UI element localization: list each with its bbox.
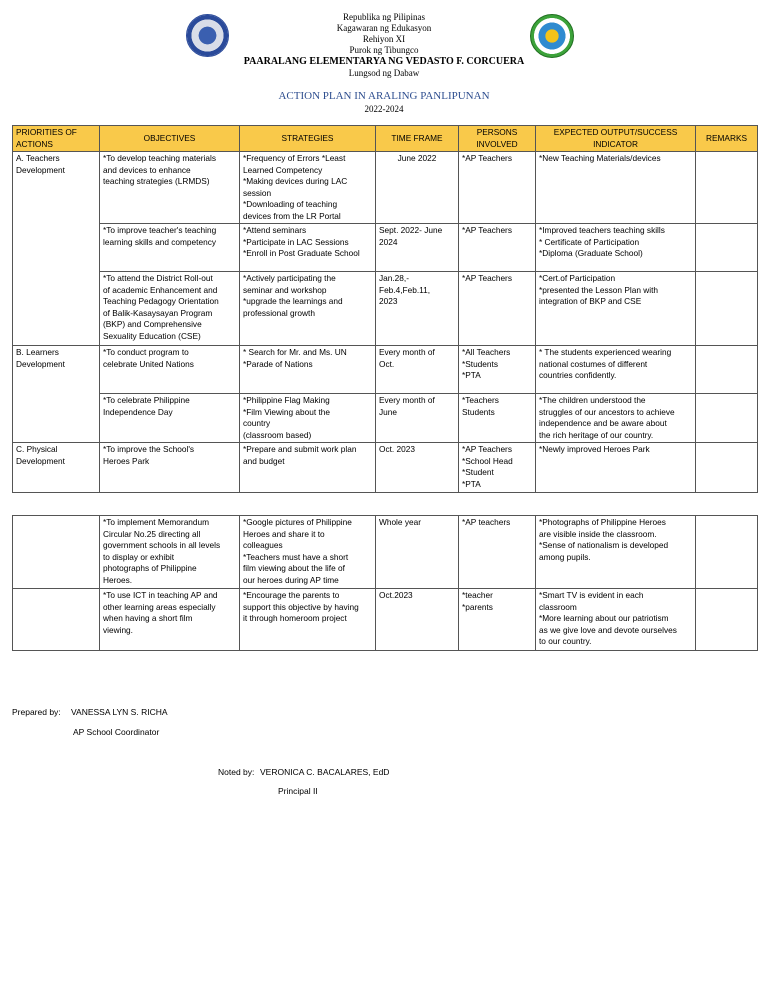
table-row [13,224,758,272]
strategy-cell: *Prepare and submit work plan and budget [240,443,376,493]
col-header-timeframe: TIME FRAME [376,126,459,152]
timeframe-cell: Every month of June [376,394,459,443]
remarks-cell [696,394,758,443]
objective-cell: *To implement Memorandum Circular No.25 directing all government schools in all levels to display or exhibit photographs of Philippine Heroes. [100,516,240,589]
objective-cell: *To conduct program to celebrate United Nations [100,346,240,394]
output-cell: *The children understood the struggles of our ancestors to achieve independence and be aware about the rich heritage of our country. [536,394,696,443]
table-header-row [13,126,758,152]
header-line-department: Kagawaran ng Edukasyon [336,23,432,33]
noted-by-name: VERONICA C. BACALARES, EdD [260,767,390,777]
table-row [13,443,758,493]
persons-cell: *AP Teachers [459,224,536,272]
output-cell: * The students experienced wearing national costumes of different countries confidently. [536,346,696,394]
output-cell: *Cert.of Participation *presented the Lesson Plan with integration of BKP and CSE [536,272,696,346]
document-header [0,8,768,82]
priority-cell [13,589,100,651]
remarks-cell [696,589,758,651]
timeframe-cell: Whole year [376,516,459,589]
header-city: Lungsod ng Dabaw [348,68,420,78]
priority-cell [13,516,100,589]
remarks-cell [696,443,758,493]
header-line-republic: Republika ng Pilipinas [343,12,425,22]
remarks-cell [696,272,758,346]
timeframe-cell: Every month of Oct. [376,346,459,394]
table-row [13,272,758,346]
output-cell: *New Teaching Materials/devices [536,152,696,224]
output-cell: *Improved teachers teaching skills * Certificate of Participation *Diploma (Graduate School) [536,224,696,272]
remarks-cell [696,224,758,272]
prepared-by-label: Prepared by: [12,707,61,717]
table-row [13,394,758,443]
objective-cell: *To attend the District Roll-out of academic Enhancement and Teaching Pedagogy Orientation of Balik-Kasaysayan Program (BKP) and Comprehensive Sexuality Education (CSE) [100,272,240,346]
table-row [13,589,758,651]
objective-cell: *To develop teaching materials and devices to enhance teaching strategies (LRMDS) [100,152,240,224]
section-physical-development: C. Physical Development [13,443,100,493]
col-header-persons: PERSONS INVOLVED [459,126,536,152]
action-plan-table-continued [12,515,758,651]
objective-cell: *To improve the School's Heroes Park [100,443,240,493]
col-header-objectives: OBJECTIVES [100,126,240,152]
timeframe-cell: Sept. 2022- June 2024 [376,224,459,272]
section-teachers-development: A. Teachers Development [13,152,100,346]
col-header-strategies: STRATEGIES [240,126,376,152]
school-name: PAARALANG ELEMENTARYA NG VEDASTO F. CORCUERA [243,56,525,67]
persons-cell: *AP Teachers [459,272,536,346]
strategy-cell: * Search for Mr. and Ms. UN *Parade of Nations [240,346,376,394]
persons-cell: *teacher *parents [459,589,536,651]
timeframe-cell: June 2022 [376,152,459,224]
col-header-remarks: REMARKS [696,126,758,152]
prepared-by-role: AP School Coordinator [73,727,160,737]
timeframe-cell: Oct. 2023 [376,443,459,493]
noted-by-label: Noted by: [218,767,255,777]
header-line-region: Rehiyon XI [362,34,406,44]
col-header-output: EXPECTED OUTPUT/SUCCESS INDICATOR [536,126,696,152]
persons-cell: *AP Teachers *School Head *Student *PTA [459,443,536,493]
strategy-cell: *Attend seminars *Participate in LAC Sessions *Enroll in Post Graduate School [240,224,376,272]
persons-cell: *All Teachers *Students *PTA [459,346,536,394]
col-header-priorities: PRIORITIES OF ACTIONS [13,126,100,152]
output-cell: *Smart TV is evident in each classroom *More learning about our patriotism as we give love and devote ourselves to our country. [536,589,696,651]
prepared-by-name: VANESSA LYN S. RICHA [71,707,168,717]
remarks-cell [696,516,758,589]
objective-cell: *To use ICT in teaching AP and other learning areas especially when having a short film viewing. [100,589,240,651]
table-row [13,152,758,224]
strategy-cell: *Encourage the parents to support this objective by having it through homeroom project [240,589,376,651]
document-years: 2022-2024 [364,104,404,114]
remarks-cell [696,152,758,224]
table-row [13,516,758,589]
persons-cell: *Teachers Students [459,394,536,443]
strategy-cell: *Philippine Flag Making *Film Viewing about the country (classroom based) [240,394,376,443]
table-row [13,346,758,394]
timeframe-cell: Jan.28,- Feb.4,Feb.11, 2023 [376,272,459,346]
remarks-cell [696,346,758,394]
output-cell: *Photographs of Philippine Heroes are visible inside the classroom. *Sense of nationalism is developed among pupils. [536,516,696,589]
objective-cell: *To improve teacher's teaching learning skills and competency [100,224,240,272]
section-learners-development: B. Learners Development [13,346,100,443]
timeframe-cell: Oct.2023 [376,589,459,651]
objective-cell: *To celebrate Philippine Independence Day [100,394,240,443]
persons-cell: *AP teachers [459,516,536,589]
noted-by-role: Principal II [278,786,318,796]
header-line-purok: Purok ng Tibungco [349,45,419,55]
output-cell: *Newly improved Heroes Park [536,443,696,493]
strategy-cell: *Google pictures of Philippine Heroes and share it to colleagues *Teachers must have a short film viewing about the life of our heroes during AP time [240,516,376,589]
document-title: ACTION PLAN IN ARALING PANLIPUNAN [278,90,490,102]
strategy-cell: *Frequency of Errors *Least Learned Competency *Making devices during LAC session *Downloading of teaching devices from the LR Portal [240,152,376,224]
persons-cell: *AP Teachers [459,152,536,224]
action-plan-table [12,125,758,493]
strategy-cell: *Actively participating the seminar and workshop *upgrade the learnings and professional growth [240,272,376,346]
